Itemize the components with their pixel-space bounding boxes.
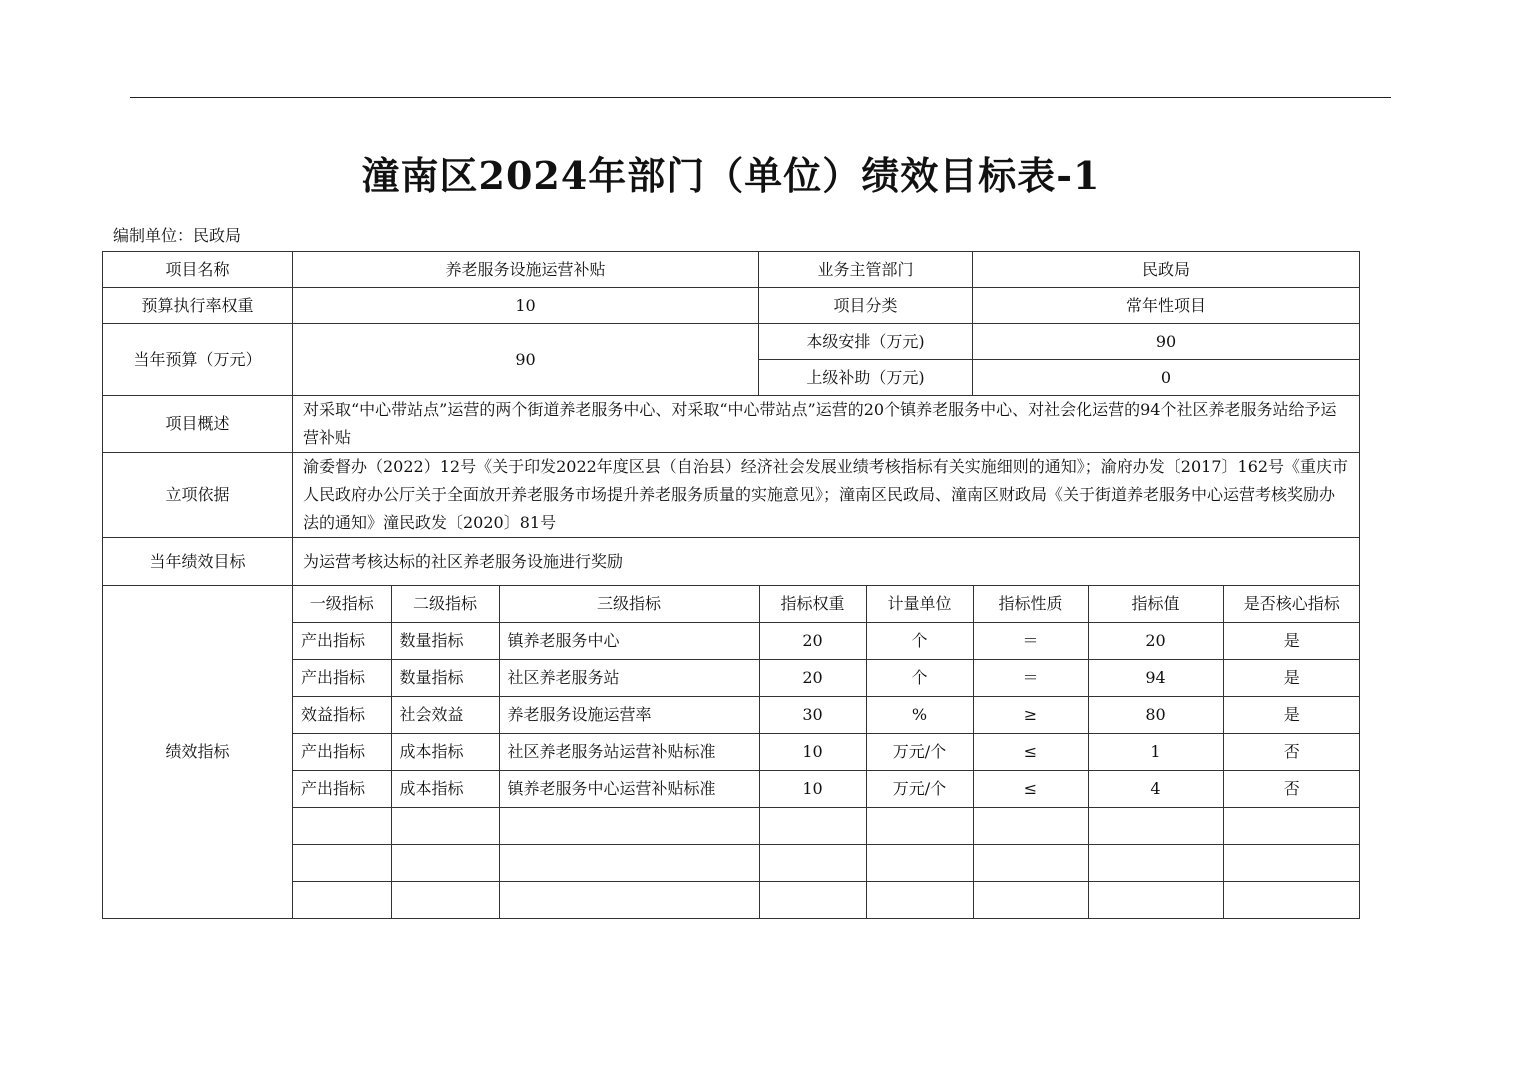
budget-label: 当年预算（万元） — [103, 324, 293, 396]
indicators-cell — [293, 586, 1360, 919]
indicator-value-cell: 94 — [1088, 660, 1223, 697]
category-value: 常年性项目 — [973, 288, 1360, 324]
indicator-unit-cell: 万元/个 — [866, 734, 973, 771]
indicators-table — [293, 586, 1360, 918]
indicator-weight-cell: 30 — [759, 697, 866, 734]
indicator-value-cell: 80 — [1088, 697, 1223, 734]
indicator-level1-cell: 产出指标 — [293, 623, 391, 660]
page-title: 潼南区2024年部门（单位）绩效目标表-1 — [361, 153, 1101, 198]
indicator-nature-cell: ＝ — [973, 623, 1088, 660]
table-row — [293, 734, 1360, 771]
indicator-weight-cell: 20 — [759, 623, 866, 660]
header-rule — [130, 97, 1391, 98]
indicator-level2-cell: 数量指标 — [391, 660, 499, 697]
indicator-header-nature: 指标性质 — [973, 586, 1088, 623]
indicator-level2-cell: 成本指标 — [391, 771, 499, 808]
basis-value: 渝委督办（2022）12号《关于印发2022年度区县（自治县）经济社会发展业绩考核指标有关实施细则的通知》；渝府办发〔2017〕162号《重庆市人民政府办公厅关于全面放开养老服务市场提升养老服务质量的实施意见》；潼南区民政局、潼南区财政局《关于街道养老服务中心运营考核奖励办法的通知》潼民政发〔2020〕81号 — [293, 453, 1360, 538]
indicators-label: 绩效指标 — [103, 586, 293, 919]
indicator-core-cell: 是 — [1223, 660, 1360, 697]
project-name-label: 项目名称 — [103, 252, 293, 288]
indicator-core-cell — [1223, 845, 1360, 882]
indicator-unit-cell: 个 — [866, 623, 973, 660]
indicator-weight-cell — [759, 882, 866, 919]
indicator-level1-cell: 产出指标 — [293, 771, 391, 808]
table-row — [293, 660, 1360, 697]
dept-label: 业务主管部门 — [759, 252, 973, 288]
indicator-unit-cell: 个 — [866, 660, 973, 697]
weight-label: 预算执行率权重 — [103, 288, 293, 324]
indicator-level3-cell — [499, 845, 759, 882]
indicator-value-cell — [1088, 808, 1223, 845]
upper-label: 上级补助（万元) — [759, 360, 973, 396]
indicator-core-cell: 否 — [1223, 771, 1360, 808]
indicator-weight-cell: 20 — [759, 660, 866, 697]
indicator-nature-cell — [973, 808, 1088, 845]
table-row — [293, 808, 1360, 845]
goal-label: 当年绩效目标 — [103, 538, 293, 586]
local-value: 90 — [973, 324, 1360, 360]
indicator-core-cell: 是 — [1223, 697, 1360, 734]
goal-value: 为运营考核达标的社区养老服务设施进行奖励 — [293, 538, 1360, 586]
indicator-level2-cell — [391, 808, 499, 845]
indicator-level1-cell — [293, 845, 391, 882]
dept-value: 民政局 — [973, 252, 1360, 288]
project-name-value: 养老服务设施运营补贴 — [293, 252, 759, 288]
indicator-level2-cell — [391, 845, 499, 882]
indicator-unit-cell — [866, 882, 973, 919]
indicator-level3-cell: 养老服务设施运营率 — [499, 697, 759, 734]
table-row — [103, 288, 1360, 324]
indicator-header-value: 指标值 — [1088, 586, 1223, 623]
table-row — [293, 882, 1360, 919]
table-row — [103, 538, 1360, 586]
indicator-value-cell — [1088, 882, 1223, 919]
category-label: 项目分类 — [759, 288, 973, 324]
table-row — [293, 845, 1360, 882]
indicator-level2-cell: 成本指标 — [391, 734, 499, 771]
indicator-level2-cell: 数量指标 — [391, 623, 499, 660]
table-row — [103, 324, 1360, 360]
indicator-level1-cell — [293, 882, 391, 919]
table-row — [103, 252, 1360, 288]
indicator-level1-cell: 效益指标 — [293, 697, 391, 734]
indicator-unit-cell — [866, 808, 973, 845]
indicator-core-cell — [1223, 882, 1360, 919]
indicator-nature-cell: ＝ — [973, 660, 1088, 697]
preparing-unit: 编制单位：民政局 — [113, 226, 242, 245]
indicator-level3-cell: 社区养老服务站运营补贴标准 — [499, 734, 759, 771]
local-label: 本级安排（万元) — [759, 324, 973, 360]
indicator-core-cell: 是 — [1223, 623, 1360, 660]
indicator-value-cell: 20 — [1088, 623, 1223, 660]
indicator-header-weight: 指标权重 — [759, 586, 866, 623]
indicator-core-cell — [1223, 808, 1360, 845]
indicator-weight-cell: 10 — [759, 771, 866, 808]
indicator-nature-cell: ≤ — [973, 771, 1088, 808]
indicator-level1-cell — [293, 808, 391, 845]
indicator-nature-cell — [973, 882, 1088, 919]
table-row — [103, 586, 1360, 919]
table-row — [103, 453, 1360, 538]
indicator-level2-cell: 社会效益 — [391, 697, 499, 734]
table-row — [293, 697, 1360, 734]
indicator-unit-cell: % — [866, 697, 973, 734]
indicator-header-row — [293, 586, 1360, 623]
overview-label: 项目概述 — [103, 396, 293, 453]
indicator-nature-cell: ≤ — [973, 734, 1088, 771]
indicator-level3-cell: 社区养老服务站 — [499, 660, 759, 697]
indicator-level3-cell — [499, 882, 759, 919]
indicator-unit-cell: 万元/个 — [866, 771, 973, 808]
indicator-header-level3: 三级指标 — [499, 586, 759, 623]
indicator-nature-cell — [973, 845, 1088, 882]
table-row — [293, 771, 1360, 808]
weight-value: 10 — [293, 288, 759, 324]
table-row — [293, 623, 1360, 660]
indicator-header-level2: 二级指标 — [391, 586, 499, 623]
indicator-header-level1: 一级指标 — [293, 586, 391, 623]
indicator-nature-cell: ≥ — [973, 697, 1088, 734]
indicator-core-cell: 否 — [1223, 734, 1360, 771]
upper-value: 0 — [973, 360, 1360, 396]
overview-value: 对采取“中心带站点”运营的两个街道养老服务中心、对采取“中心带站点”运营的20个镇养老服务中心、对社会化运营的94个社区养老服务站给予运营补贴 — [293, 396, 1360, 453]
performance-target-table — [102, 251, 1360, 919]
indicator-weight-cell — [759, 808, 866, 845]
indicator-level3-cell — [499, 808, 759, 845]
indicator-value-cell: 4 — [1088, 771, 1223, 808]
indicator-level3-cell: 镇养老服务中心运营补贴标准 — [499, 771, 759, 808]
indicator-header-unit: 计量单位 — [866, 586, 973, 623]
indicator-header-core: 是否核心指标 — [1223, 586, 1360, 623]
table-row — [103, 396, 1360, 453]
indicator-value-cell — [1088, 845, 1223, 882]
indicator-level2-cell — [391, 882, 499, 919]
indicator-weight-cell: 10 — [759, 734, 866, 771]
budget-value: 90 — [293, 324, 759, 396]
indicator-level3-cell: 镇养老服务中心 — [499, 623, 759, 660]
indicator-level1-cell: 产出指标 — [293, 660, 391, 697]
indicator-weight-cell — [759, 845, 866, 882]
basis-label: 立项依据 — [103, 453, 293, 538]
indicator-unit-cell — [866, 845, 973, 882]
indicator-level1-cell: 产出指标 — [293, 734, 391, 771]
indicator-value-cell: 1 — [1088, 734, 1223, 771]
